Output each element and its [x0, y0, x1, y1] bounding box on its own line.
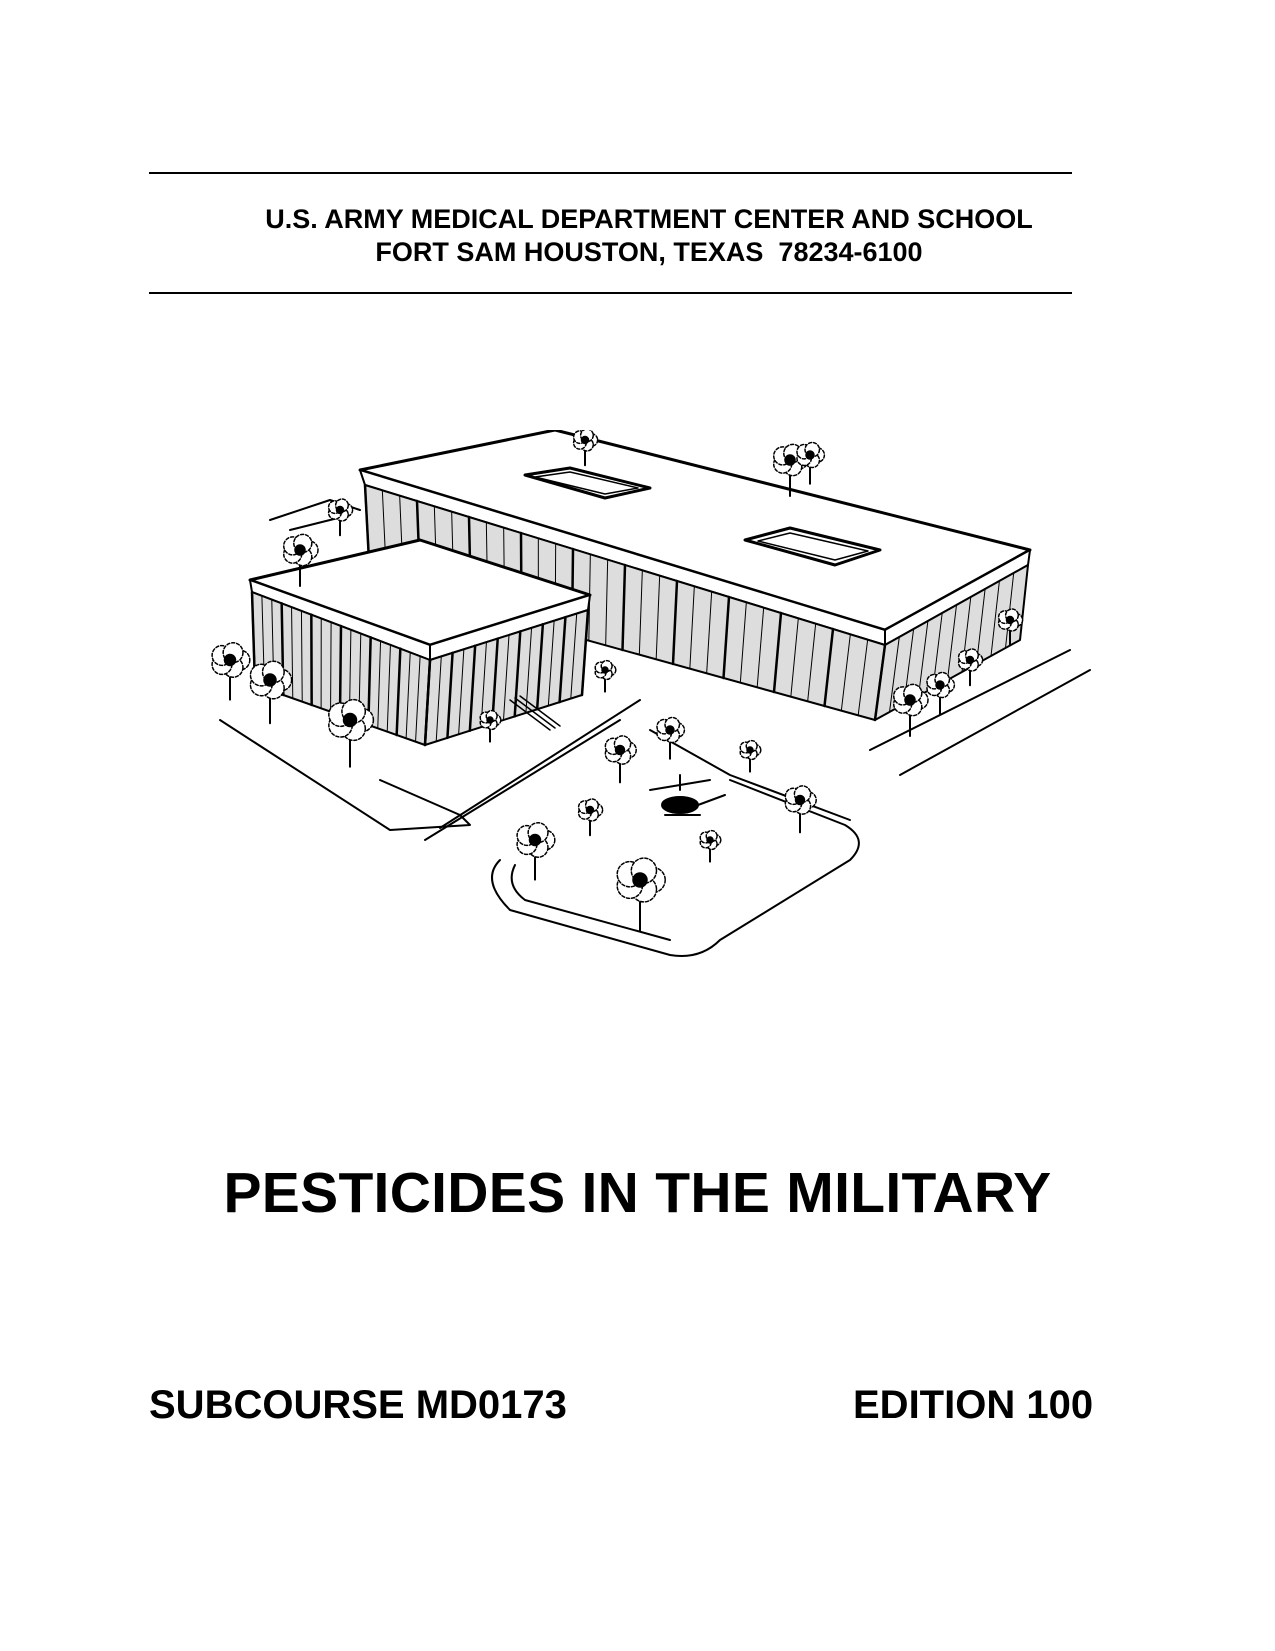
tree-icon [212, 643, 250, 700]
institution-address: FORT SAM HOUSTON, TEXAS 78234-6100 [375, 237, 923, 267]
tree-icon [480, 711, 501, 742]
subcourse-number: SUBCOURSE MD0173 [149, 1383, 567, 1427]
tree-icon [595, 661, 616, 692]
tree-icon [617, 858, 665, 930]
tree-icon [657, 717, 684, 758]
header-top-rule [149, 172, 1072, 174]
tree-icon [517, 823, 555, 880]
tree-icon [329, 499, 353, 535]
facade-column [340, 626, 341, 715]
helicopter-icon [650, 775, 725, 815]
tree-icon [329, 700, 374, 767]
edition-number: EDITION 100 [853, 1383, 1094, 1427]
institution-header [149, 203, 1149, 269]
tree-icon [579, 799, 603, 835]
institution-name: U.S. ARMY MEDICAL DEPARTMENT CENTER AND SCHOOL [265, 204, 1033, 234]
header-bottom-rule [149, 292, 1072, 294]
tree-icon [959, 649, 983, 685]
tree-icon [785, 786, 816, 832]
document-title: PESTICIDES IN THE MILITARY [223, 1161, 1052, 1225]
tree-icon [740, 741, 761, 772]
building-illustration [210, 430, 1130, 1010]
facade-column [331, 622, 332, 711]
tree-icon [700, 831, 721, 862]
tree-icon [605, 736, 636, 782]
tree-icon [797, 442, 824, 483]
tree-icon [894, 684, 928, 736]
tree-icon [927, 672, 954, 713]
